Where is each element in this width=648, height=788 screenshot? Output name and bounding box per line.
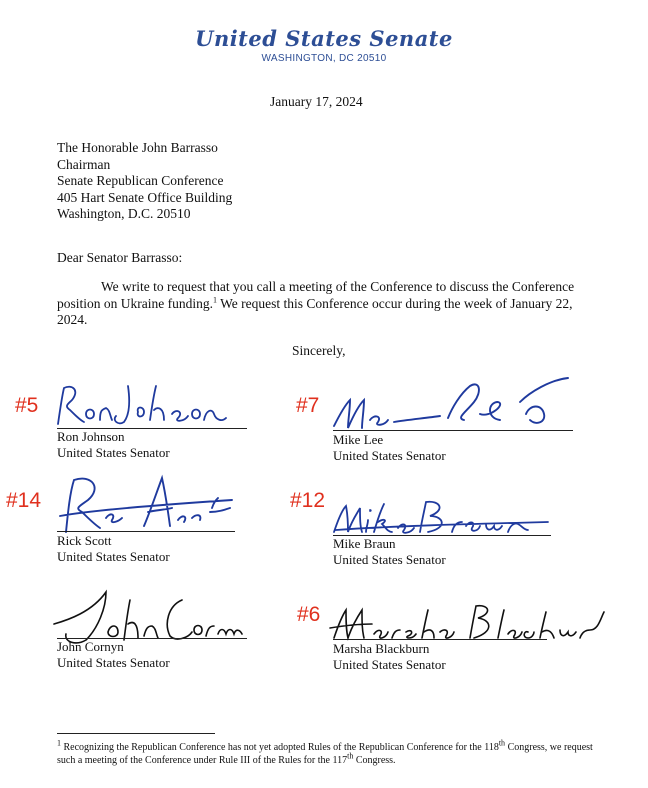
ordinal-suffix: th — [347, 751, 354, 761]
footnote-rule — [57, 733, 215, 734]
signatory-name: Rick Scott — [57, 533, 112, 548]
footnote-reference: 1 — [212, 295, 217, 304]
salutation: Dear Senator Barrasso: — [57, 250, 183, 265]
address-line: 405 Hart Senate Office Building — [57, 189, 233, 205]
letterhead-subtitle: WASHINGTON, DC 20510 — [261, 53, 387, 64]
letter-date: January 17, 2024 — [270, 94, 363, 109]
closing: Sincerely, — [292, 343, 346, 358]
signature-line — [333, 639, 547, 640]
signature-ron-johnson — [50, 380, 250, 430]
signatory-name: Mike Lee — [333, 432, 384, 447]
signatory-block — [57, 533, 170, 564]
signature-line — [57, 531, 235, 532]
signatory-title: United States Senator — [57, 444, 170, 460]
signatory-block — [333, 536, 446, 567]
address-line: The Honorable John Barrasso — [57, 140, 218, 155]
address-line: Washington, D.C. 20510 — [57, 206, 191, 221]
signatory-title: United States Senator — [57, 654, 170, 670]
footnote-text: Congress, we request such a meeting of the Conference under Rule III of the Rules for the 117 — [57, 742, 593, 766]
signatory-title: United States Senator — [57, 548, 170, 564]
signatory-title: United States Senator — [333, 447, 446, 463]
rank-badge: #7 — [296, 394, 320, 417]
signatory-title: United States Senator — [333, 656, 446, 672]
signatory-block — [333, 432, 446, 463]
address-line: Senate Republican Conference — [57, 173, 224, 188]
signature-rick-scott — [52, 472, 242, 536]
letterhead-title: United States Senate — [195, 26, 453, 51]
signatory-block — [57, 429, 170, 460]
signature-marsha-blackburn — [328, 598, 608, 644]
footnote-text: Recognizing the Republican Conference has not yet adopted Rules of the Republican Conference for the 118 — [61, 742, 499, 753]
ordinal-suffix: th — [498, 738, 506, 748]
signatory-name: Marsha Blackburn — [333, 641, 430, 656]
body-text: We write to request that you call a meeting of the Conference to discuss the Conference position on Ukraine funding. — [57, 279, 575, 311]
footnote — [57, 738, 597, 767]
footnote-text: Congress. — [353, 755, 396, 766]
signature-mike-lee — [330, 374, 580, 436]
signatory-block — [57, 639, 170, 670]
rank-badge: #12 — [290, 489, 326, 512]
rank-badge: #5 — [15, 394, 39, 417]
signatory-title: United States Senator — [333, 551, 446, 567]
letterhead — [0, 26, 648, 64]
address-line: Chairman — [57, 156, 111, 172]
signatory-name: John Cornyn — [57, 639, 124, 654]
rank-badge: #6 — [297, 603, 321, 626]
footnote-mark: 1 — [57, 738, 61, 748]
body-paragraph — [57, 279, 592, 329]
body-text: We request this Conference occur during the week of January 22, 2024. — [57, 295, 573, 327]
signatory-name: Mike Braun — [333, 536, 396, 551]
signatory-block — [333, 641, 446, 672]
rank-badge: #14 — [6, 489, 42, 512]
signature-line — [333, 430, 573, 431]
signatory-name: Ron Johnson — [57, 429, 125, 444]
recipient-address — [57, 140, 232, 223]
